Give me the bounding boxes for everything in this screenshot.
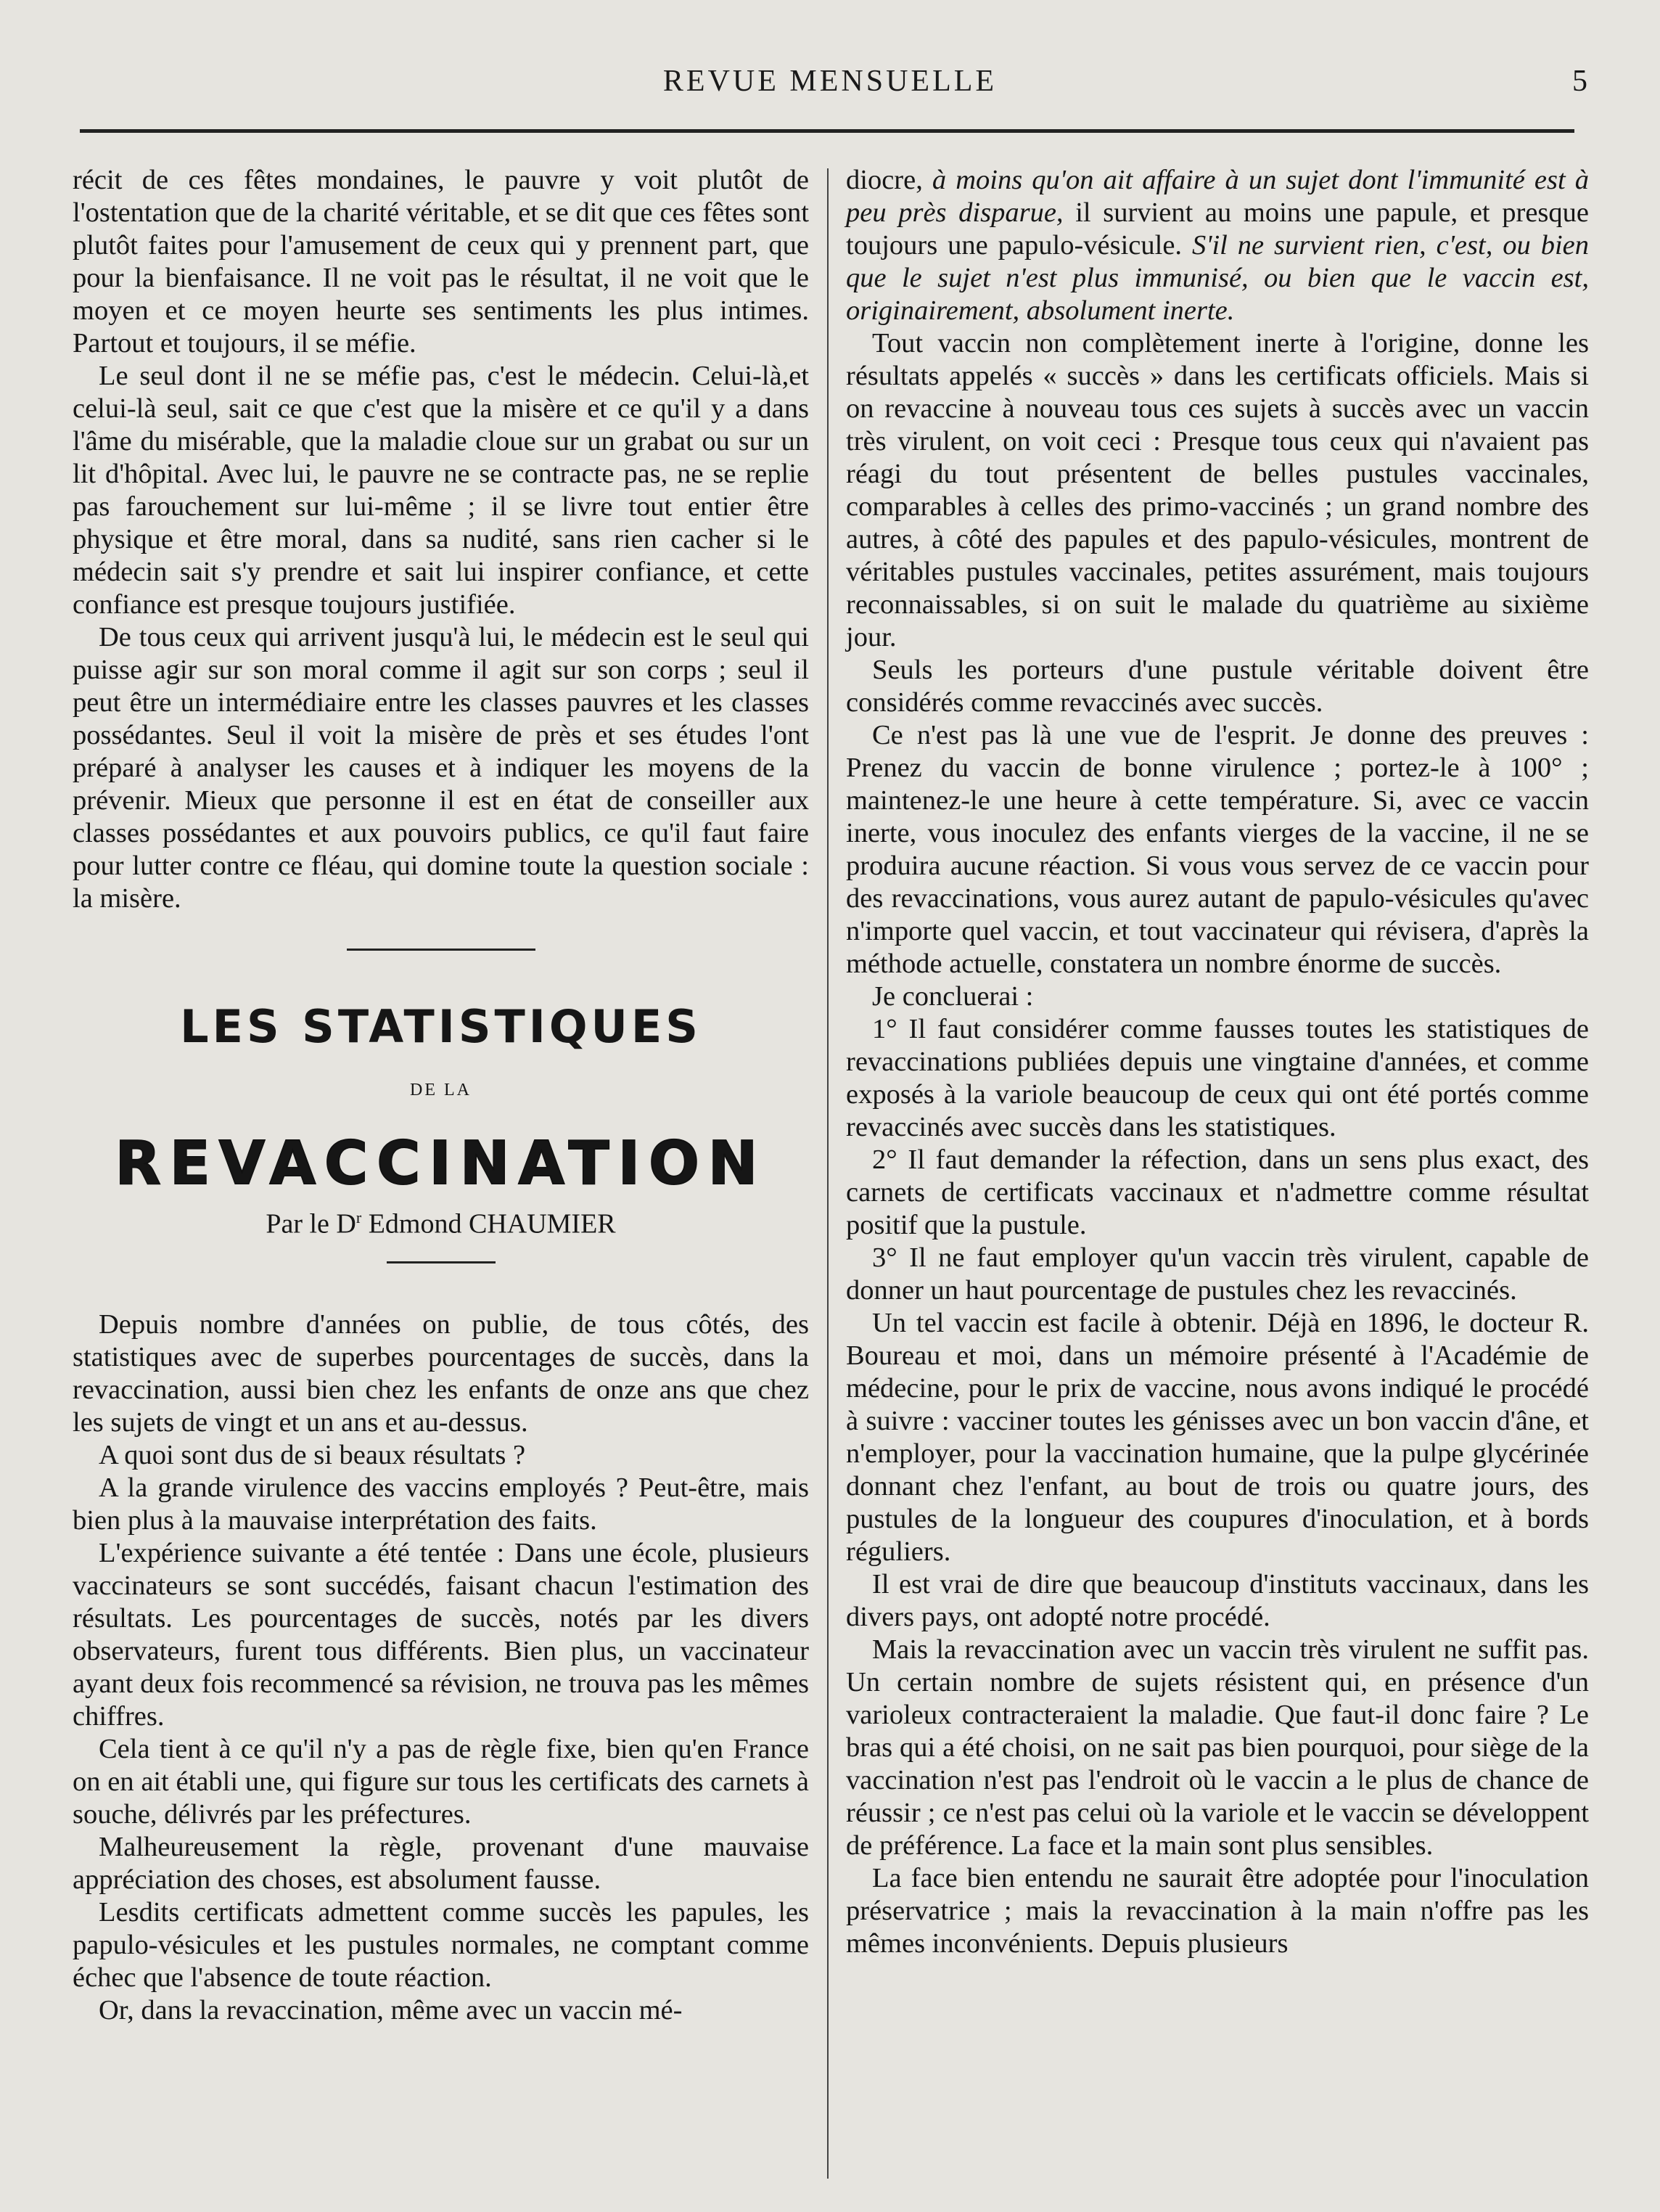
- paragraph: Cela tient à ce qu'il n'y a pas de règle fixe, bien qu'en France on en ait établi une, qui figure sur tous les certificats des carnets à souche, délivrés par les préfectures.: [73, 1733, 809, 1830]
- paragraph: récit de ces fêtes mondaines, le pauvre y voit plutôt de l'ostentation que de la charité véritable, et se dit que ces fêtes sont plutôt faites pour l'amusement de ceux qui y prennent part, que pour la bienfaisance. Il ne voit pas le résultat, il ne voit que le moyen et ce moyen heurte ses sentiments les plus intimes. Partout et toujours, il se méfie.: [73, 165, 809, 359]
- paragraph: Ce n'est pas là une vue de l'esprit. Je donne des preuves : Prenez du vaccin de bonne virulence ; portez-le à 100° ; maintenez-le une heure à cette température. Si, avec ce vaccin inerte, vous inoculez des enfants vierges de la vaccine, il ne se produira aucune réaction. Si vous vous servez de ce vaccin pour des revaccinations, vous aurez autant de papulo-vésicules qu'avec n'importe quel vaccin, et tout vaccinateur qui révisera, d'après la méthode actuelle, constatera un nombre énorme de succès.: [846, 720, 1589, 979]
- right-column: [846, 164, 1589, 1960]
- paragraph: Seuls les porteurs d'une pustule véritable doivent être considérés comme revaccinés avec succès.: [846, 655, 1589, 718]
- paragraph: A la grande virulence des vaccins employés ? Peut-être, mais bien plus à la mauvaise interprétation des faits.: [73, 1472, 809, 1536]
- article-title: LES STATISTIQUES: [180, 1000, 702, 1053]
- running-header: REVUE MENSUELLE: [662, 65, 998, 98]
- paragraph: Lesdits certificats admettent comme succès les papules, les papulo-vésicules et les pustules normales, ne comptant comme échec que l'absence de toute réaction.: [73, 1896, 809, 1993]
- paragraph: Depuis nombre d'années on publie, de tous côtés, des statistiques avec de superbes pourcentages de succès, dans la revaccination, aussi bien chez les enfants de onze ans que chez les sujets de vingt et un ans et au-dessus.: [73, 1308, 809, 1438]
- paragraph: A quoi sont dus de si beaux résultats ?: [99, 1439, 526, 1470]
- column-divider: [827, 168, 829, 2179]
- article-title-main: REVACCINATION: [115, 1129, 767, 1198]
- paragraph: 1° Il faut considérer comme fausses toutes les statistiques de revaccinations publiées depuis une vingtaine d'années, et comme exposés à la variole beaucoup de ceux qui ont été portés comme revaccinés avec succès dans les statistiques.: [846, 1014, 1589, 1142]
- paragraph: Un tel vaccin est facile à obtenir. Déjà en 1896, le docteur R. Boureau et moi, dans un mémoire présenté à l'Académie de médecine, pour le prix de vaccine, nous avons indiqué le procédé à suivre : vacciner toutes les génisses avec un bon vaccin d'âne, et n'employer, pour la vaccination humaine, que la pulpe glycérinée donnant chez l'enfant, au bout de trois ou quatre jours, des pustules de la longueur des coupures d'inoculation, et à bords réguliers.: [846, 1308, 1589, 1567]
- paragraph: Malheureusement la règle, provenant d'une mauvaise appréciation des choses, est absolument fausse.: [73, 1831, 809, 1895]
- paragraph: La face bien entendu ne saurait être adoptée pour l'inoculation préservatrice ; mais la revaccination à la main n'offre pas les mêmes inconvénients. Depuis plusieurs: [846, 1863, 1589, 1959]
- page-number: 5: [1572, 65, 1587, 98]
- left-column: [73, 164, 809, 2027]
- paragraph: Il est vrai de dire que beaucoup d'instituts vaccinaux, dans les divers pays, ont adopté notre procédé.: [846, 1569, 1589, 1632]
- paragraph: Mais la revaccination avec un vaccin très virulent ne suffit pas. Un certain nombre de sujets résistent qui, en présence d'un varioleux contracteraient la maladie. Que faut-il donc faire ? Le bras qui a été choisi, on ne sait pas bien pourquoi, pour siège de la vaccination n'est pas l'endroit où le vaccin a le plus de chance de réussir ; ce n'est pas celui où la variole et le vaccin se développent de préférence. La face et la main sont plus sensibles.: [846, 1634, 1589, 1861]
- header-rule: [80, 129, 1574, 133]
- paragraph: Je concluerai :: [872, 981, 1034, 1012]
- paragraph: 2° Il faut demander la réfection, dans un sens plus exact, des carnets de certificats vaccinaux et n'admettre comme résultat positif que la pustule.: [846, 1144, 1589, 1240]
- paragraph: diocre, à moins qu'on ait affaire à un sujet dont l'immunité est à peu près disparue, il survient au moins une papule, et presque toujours une papulo-vésicule. S'il ne survient rien, c'est, ou bien que le sujet n'est plus immunisé, ou bien que le vaccin est, originairement, absolument inerte.: [846, 165, 1590, 326]
- article-title-connector: DE LA: [410, 1081, 472, 1099]
- paragraph: Tout vaccin non complètement inerte à l'origine, donne les résultats appelés « succès » dans les certificats officiels. Mais si on revaccine à nouveau tous ces sujets à succès avec un vaccin très virulent, on voit ceci : Presque tous ceux qui n'avaient pas réagi du tout présentent de belles pustules vaccinales, comparables à celles des primo-vaccinés ; un grand nombre des autres, à côté des papules et des papulo-vésicules, montrent de véritables pustules vaccinales, petites assurément, mais toujours reconnaissables, si on suit le malade du quatrième au sixième jour.: [846, 328, 1589, 652]
- article-title-block: [73, 915, 809, 1308]
- paragraph: Le seul dont il ne se méfie pas, c'est le médecin. Celui-là,et celui-là seul, sait ce que c'est que la misère et ce qu'il y a dans l'âme du misérable, que la maladie cloue sur un grabat ou sur un lit d'hôpital. Avec lui, le pauvre ne se contracte pas, ne se replie pas farouchement sur lui-même ; il se livre tout entier être physique et être moral, dans sa nudité, sans rien cacher si le médecin sait s'y prendre et sait lui inspirer confiance, et cette confiance est presque toujours justifiée.: [73, 361, 809, 620]
- paragraph: De tous ceux qui arrivent jusqu'à lui, le médecin est le seul qui puisse agir sur son moral comme il agit sur son corps ; seul il peut être un intermédiaire entre les classes pauvres et les classes possédantes. Seul il voit la misère de près et ses études l'ont préparé à analyser les causes et à indiquer les moyens de la prévenir. Mieux que personne il est en état de conseiller aux classes possédantes et aux pouvoirs publics, ce qu'il faut faire pour lutter contre ce fléau, qui domine toute la question sociale : la misère.: [73, 622, 809, 914]
- paragraph: 3° Il ne faut employer qu'un vaccin très virulent, capable de donner un haut pourcentage de pustules chez les revaccinés.: [846, 1242, 1589, 1306]
- article-author: Par le $D^r$ Edmond CHAUMIER: [266, 1208, 616, 1240]
- paragraph: Or, dans la revaccination, même avec un vaccin mé-: [99, 1994, 683, 2025]
- paragraph: L'expérience suivante a été tentée : Dans une école, plusieurs vaccinateurs se sont succédés, faisant chacun l'estimation des résultats. Les pourcentages de succès, notés par les divers observateurs, furent tous différents. Bien plus, un vaccinateur ayant deux fois recommencé sa révision, ne trouva pas les mêmes chiffres.: [73, 1537, 809, 1732]
